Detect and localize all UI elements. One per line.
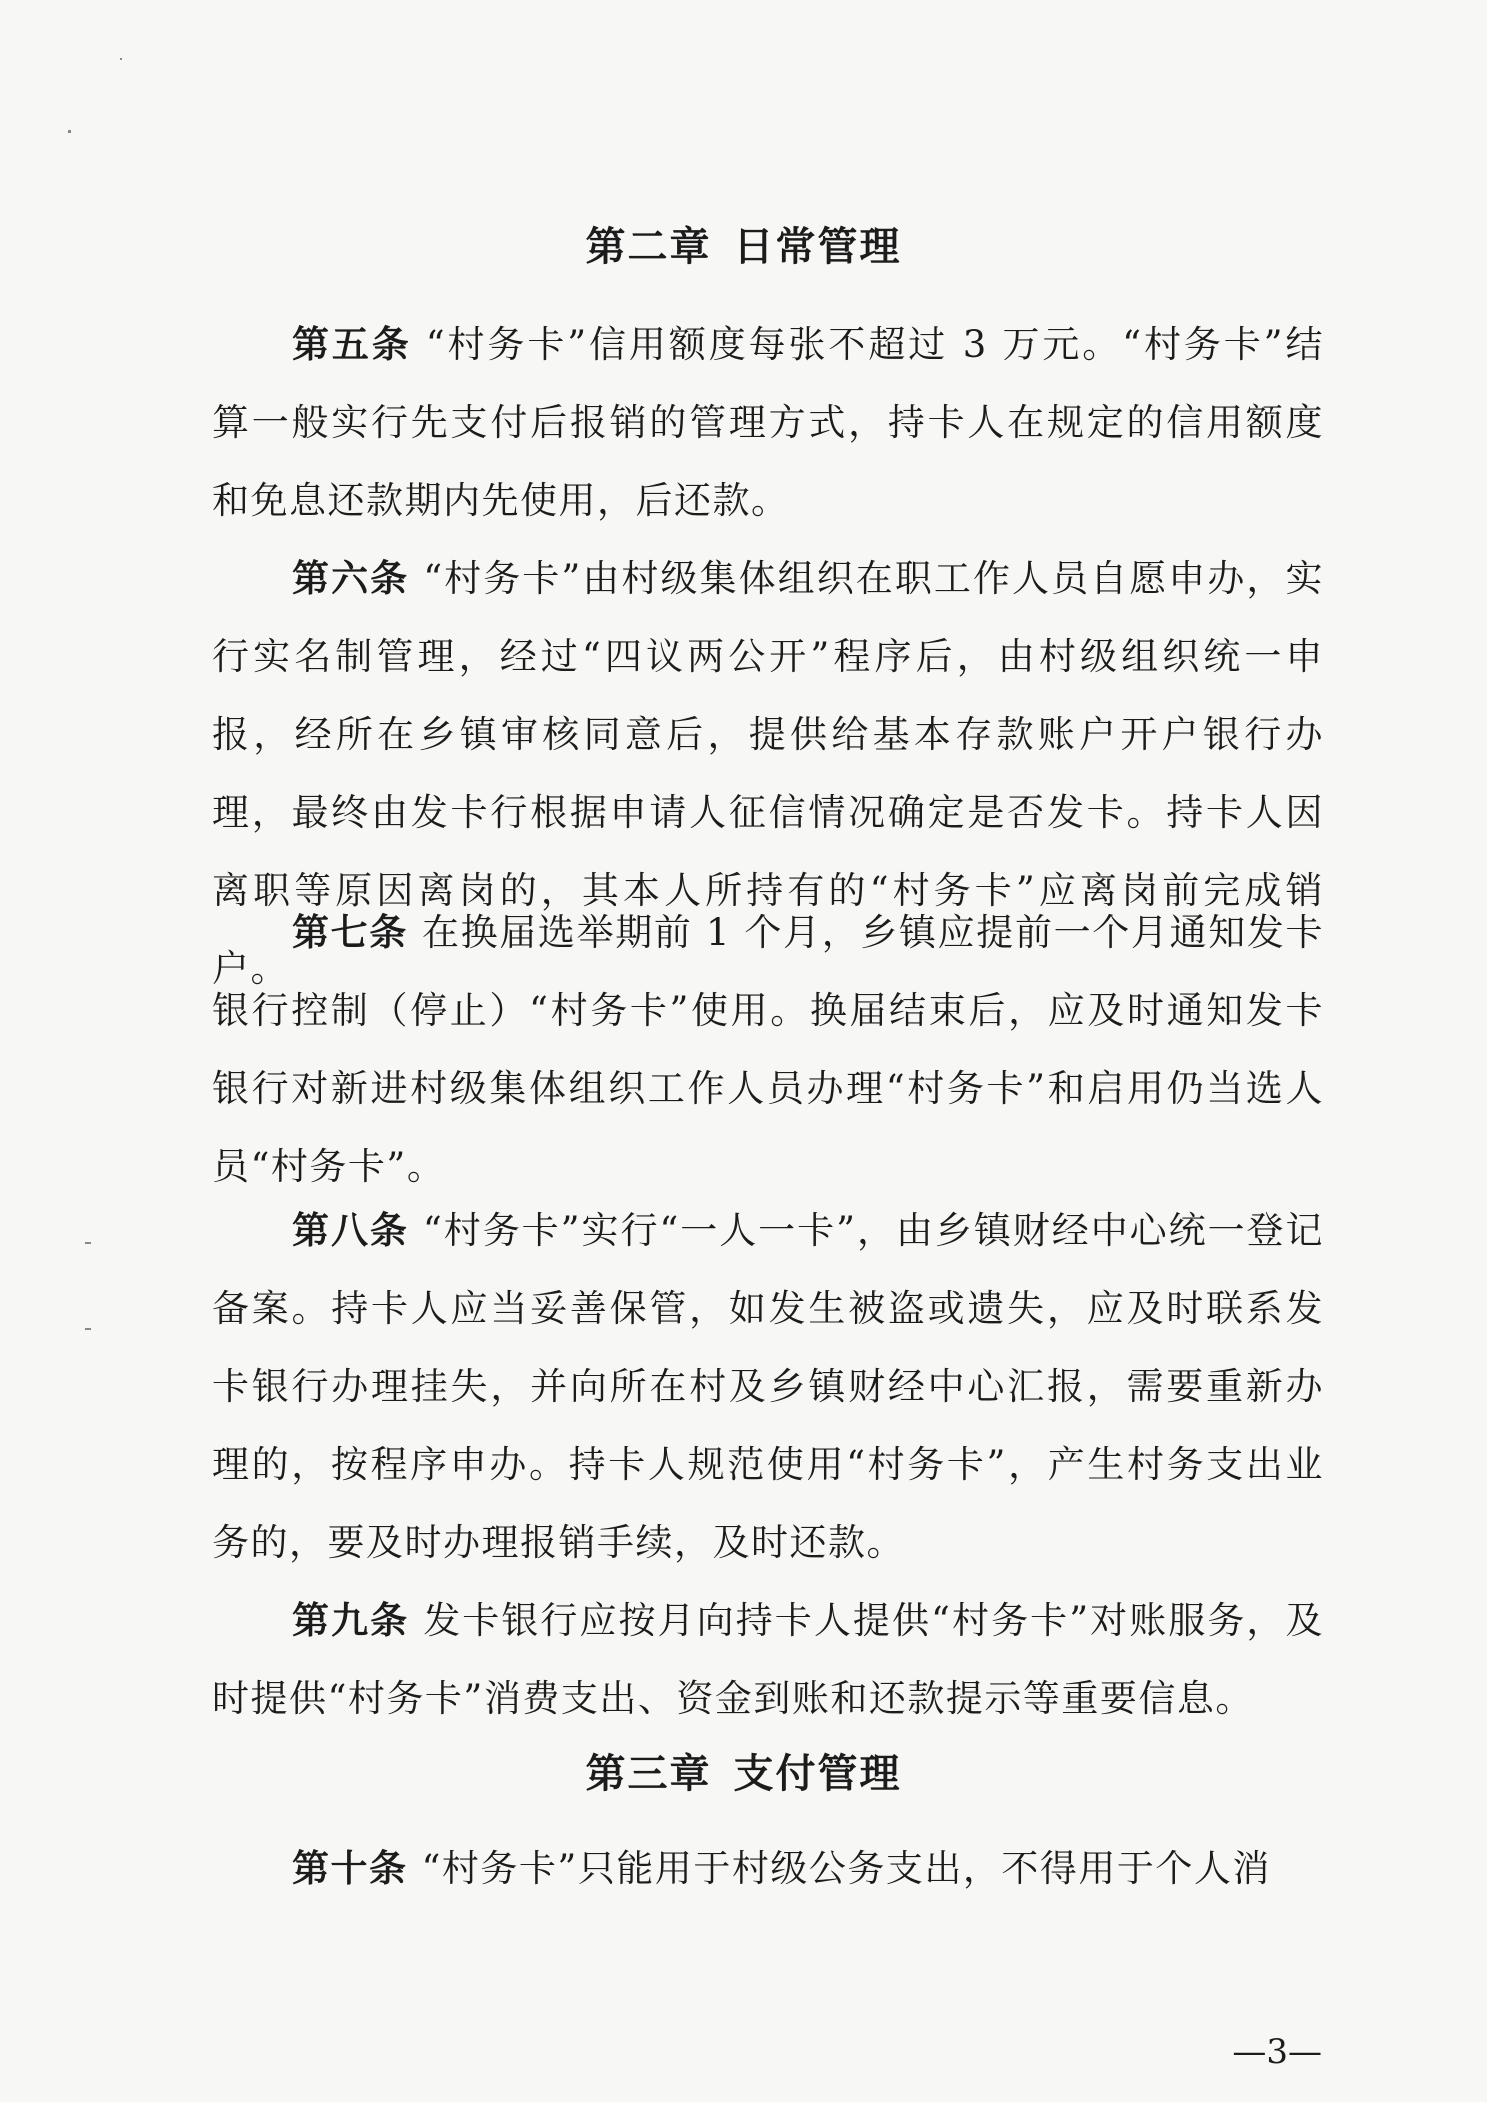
scan-speck [120,58,122,60]
article-label: 第七条 [292,911,408,954]
article-paragraph [212,1830,1324,1908]
article-paragraph [212,306,1324,540]
chapter-heading [0,215,1487,272]
chapter-title: 支付管理 [733,1751,902,1797]
article-label: 第六条 [292,557,410,600]
chapter-title: 日常管理 [733,224,902,270]
chapter-number: 第三章 [585,1751,712,1797]
article-text: “村务卡”只能用于村级公务支出，不得用于个人消 [421,1847,1271,1890]
article-text: 发卡银行应按月向持卡人提供“村务卡”对账服务，及时提供“村务卡”消费支出、资金到账和还款提示等重要信息。 [212,1599,1324,1720]
article-paragraph [212,1582,1324,1738]
scan-speck [85,1242,91,1244]
article-paragraph [212,894,1324,1206]
article-label: 第十条 [292,1847,408,1890]
article-text: “村务卡”实行“一人一卡”，由乡镇财经中心统一登记备案。持卡人应当妥善保管，如发生被盗或遗失，应及时联系发卡银行办理挂失，并向所在村及乡镇财经中心汇报，需要重新办理的，按程序申办。持卡人规范使用“村务卡”，产生村务支出业务的，要及时办理报销手续，及时还款。 [212,1209,1324,1564]
page-number: —3— [1232,2032,1322,2072]
article-label: 第八条 [292,1209,409,1252]
scan-speck [85,1328,91,1330]
chapter-number: 第二章 [585,224,712,270]
article-text: “村务卡”由村级集体组织在职工作人员自愿申办，实行实名制管理，经过“四议两公开”程序后，由村级组织统一申报，经所在乡镇审核同意后，提供给基本存款账户开户银行办理，最终由发卡行根据申请人征信情况确定是否发卡。持卡人因离职等原因离岗的，其本人所持有的“村务卡”应离岗前完成销户。 [212,557,1324,990]
chapter-heading [0,1742,1487,1799]
scan-speck [68,130,71,133]
article-paragraph [212,1192,1324,1582]
article-text: “村务卡”信用额度每张不超过 3 万元。“村务卡”结算一般实行先支付后报销的管理方式，持卡人在规定的信用额度和免息还款期内先使用，后还款。 [212,323,1324,522]
article-label: 第五条 [292,323,412,366]
article-text: 在换届选举期前 1 个月，乡镇应提前一个月通知发卡银行控制（停止）“村务卡”使用。换届结束后，应及时通知发卡银行对新进村级集体组织工作人员办理“村务卡”和启用仍当选人员“村务卡”。 [212,911,1325,1188]
article-label: 第九条 [292,1599,410,1642]
